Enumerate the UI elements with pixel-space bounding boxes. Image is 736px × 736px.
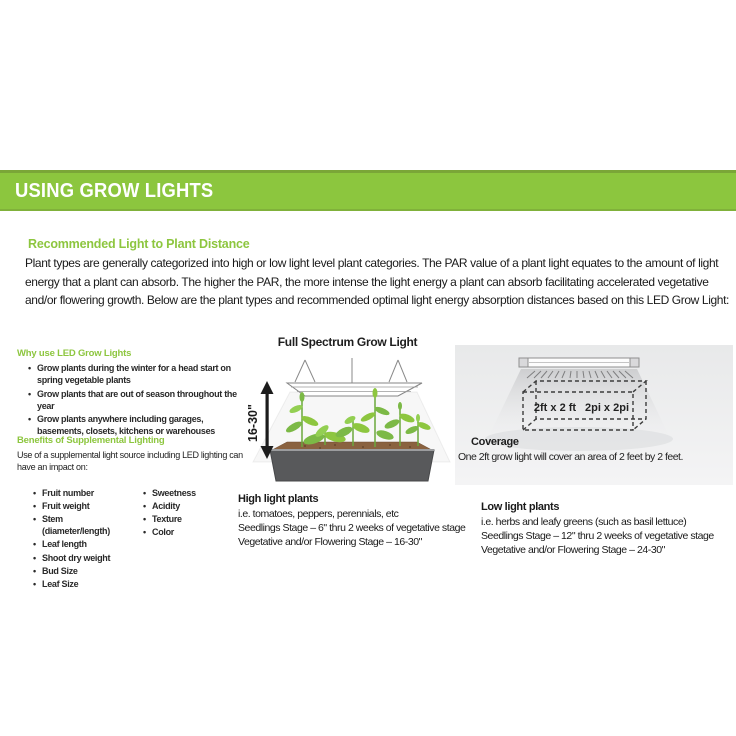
high-light-plants-section bbox=[238, 492, 465, 549]
list-item: • Leaf length bbox=[33, 538, 132, 550]
list-item: • Leaf Size bbox=[33, 578, 132, 590]
grow-light-figure-title: Full Spectrum Grow Light bbox=[277, 335, 418, 349]
list-item: • Color bbox=[143, 526, 196, 538]
area-label-ft: 2ft x 2 ft bbox=[533, 402, 577, 414]
area-label-alt: 2pi x 2pi bbox=[584, 402, 630, 414]
list-item: • Bud Size bbox=[33, 565, 132, 577]
low-light-line: Seedlings Stage – 12" thru 2 weeks of vegetative stage bbox=[481, 530, 714, 542]
banner bbox=[0, 170, 736, 211]
benefits-heading: Benefits of Supplemental Lighting bbox=[17, 435, 165, 446]
light-fixture-icon bbox=[287, 383, 422, 396]
coverage-illustration bbox=[455, 345, 733, 485]
why-led-list bbox=[17, 362, 252, 437]
list-item: • Grow plants that are out of season throughout the year bbox=[28, 388, 252, 412]
low-light-plants-section bbox=[481, 500, 714, 557]
list-item: • Fruit number bbox=[33, 487, 132, 499]
list-item: • Stem (diameter/length) bbox=[33, 513, 132, 537]
why-led-heading: Why use LED Grow Lights bbox=[17, 348, 132, 359]
impact-list-left bbox=[22, 487, 132, 592]
intro-heading: Recommended Light to Plant Distance bbox=[28, 237, 250, 251]
distance-label: 16-30" bbox=[246, 404, 260, 442]
intro-paragraph: Plant types are generally categorized into high or low light level plant categories. The PAR value of a plant light equates to the amount of light energy that a plant can absorb. The higher the PAR, the more intense the light energy a plant can absorb facilitating accelerated vegetative and/or flowering growth. Below are the plant types and recommended optimal light energy absorption distances based on this LED Grow Light: bbox=[25, 256, 729, 308]
low-light-line: i.e. herbs and leafy greens (such as basil lettuce) bbox=[481, 516, 687, 528]
list-item: • Texture bbox=[143, 513, 196, 525]
impact-lists bbox=[17, 487, 252, 592]
high-light-line: i.e. tomatoes, peppers, perennials, etc bbox=[238, 508, 399, 520]
benefits-section bbox=[17, 435, 252, 591]
intro-section bbox=[25, 237, 733, 310]
low-light-heading: Low light plants bbox=[481, 501, 560, 513]
list-item: • Grow plants anywhere including garages, basements, closets, kitchens or warehouses bbox=[28, 413, 252, 437]
distance-arrow-icon bbox=[261, 381, 274, 459]
low-light-line: Vegetative and/or Flowering Stage – 24-30" bbox=[481, 544, 665, 556]
list-item: • Sweetness bbox=[143, 487, 196, 499]
high-light-line: Vegetative and/or Flowering Stage – 16-30" bbox=[238, 536, 422, 548]
banner-title: USING GROW LIGHTS bbox=[15, 179, 214, 202]
why-led-section bbox=[17, 348, 252, 438]
list-item: • Shoot dry weight bbox=[33, 552, 132, 564]
plant-tray bbox=[270, 450, 434, 481]
list-item: • Fruit weight bbox=[33, 500, 132, 512]
soil bbox=[272, 442, 432, 450]
list-item: • Acidity bbox=[143, 500, 196, 512]
list-item: • Grow plants during the winter for a head start on spring vegetable plants bbox=[28, 362, 252, 386]
high-light-line: Seedlings Stage – 6" thru 2 weeks of vegetative stage bbox=[238, 522, 466, 534]
benefits-intro: Use of a supplemental light source including LED lighting can have an impact on: bbox=[17, 450, 243, 473]
high-light-heading: High light plants bbox=[238, 493, 319, 505]
hanging-wires-icon bbox=[295, 358, 407, 384]
grow-light-illustration bbox=[245, 350, 460, 483]
impact-list-right bbox=[132, 487, 196, 592]
coverage-heading: Coverage bbox=[471, 436, 519, 448]
coverage-text: One 2ft grow light will cover an area of 2 feet by 2 feet. bbox=[458, 451, 683, 463]
